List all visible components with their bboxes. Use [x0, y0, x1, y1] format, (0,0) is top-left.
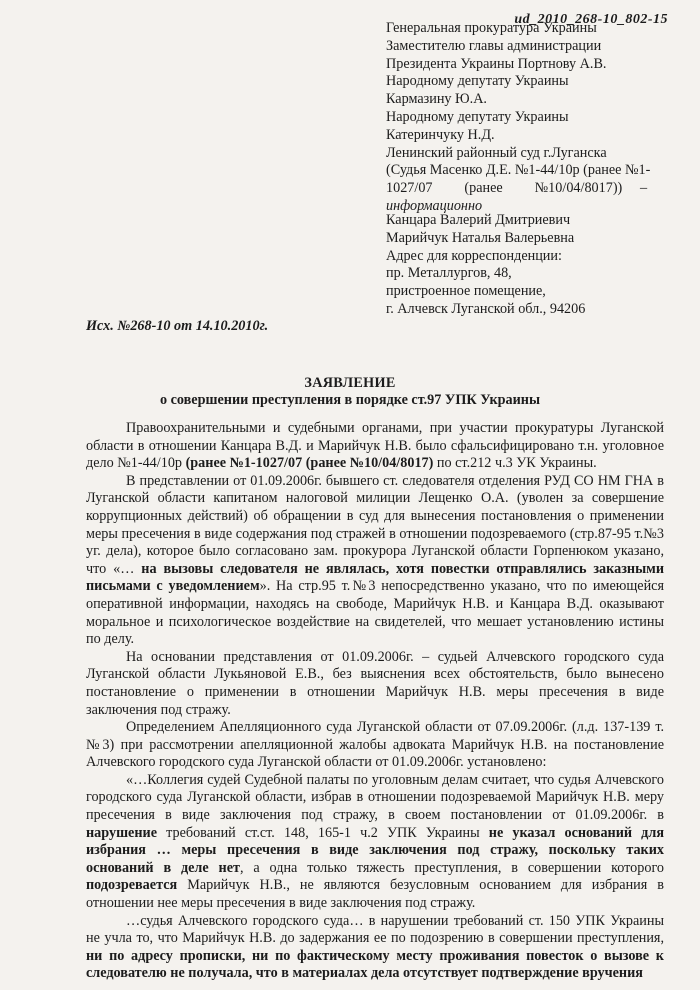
paragraph: Правоохранительными и судебными органами, при участии прокуратуры Луганской области в отношении Канцара В.Д. и Марийчук Н.В. было сфальсифицировано т.н. уголовное дело №1-44/10р (ранее №1-1027/07 (ранее №10/04/8017) по ст.212 ч.3 УК Украины. — [86, 420, 664, 472]
paragraph: На основании представления от 01.09.2006г. – судьей Алчевского городского суда Луганской области Лукьяновой Е.В., без выяснения всех обстоятельств, было вынесено постановление о применении в отношении Марийчук Н.В. меры пресечения в виде заключения под стражу. — [86, 648, 664, 718]
paragraph: В представлении от 01.09.2006г. бывшего ст. следователя отделения РУД СО НМ ГНА в Луганской области капитаном налоговой милиции Лещенко О.А. (уволен за совершение коррупционных действий) об обращении в суд для вынесения постановления о применении меры пресечения в виде содержания под стражей в отношении подозреваемого (стр.87-95 т.№3 уг. дела), которое было согласовано зам. прокурора Луганской области Горпенюком указано, что «… на вызовы следователя не являлась, хотя повестки отправлялись заказными письмами с уведомлением». На стр.95 т.№3 непосредственно указано, что по имеющейся оперативной информации, находясь на свободе, Марийчук Н.В. и Канцара В.Д. оказывают моральное и психологическое воздействие на свидетелей, что мешает установлению истины по делу. — [86, 472, 664, 648]
addressee-line: Генеральная прокуратура Украины — [386, 20, 597, 36]
addressee-block — [386, 20, 686, 216]
document-body — [86, 420, 664, 983]
quote-paragraph: …судья Алчевского городского суда… в нарушении требований ст. 150 УПК Украины не учла то, что Марийчук Н.В. до задержания ее по подозрению в совершении преступления, ни по адресу прописки, ни по фактическому месту проживания повесток о вызове к следователю не получала, что в материалах дела отсутствует подтверждение вручения — [86, 912, 664, 982]
sender-block — [386, 212, 686, 319]
addressee-line: (Судья Масенко Д.Е. №1-44/10р (ранее №1- — [386, 162, 651, 179]
document-subtitle: о совершении преступления в порядке ст.97 УПК Украины — [159, 392, 541, 408]
document-title: ЗАЯВЛЕНИЕ — [304, 375, 396, 391]
addressee-line: Катеринчуку Н.Д. — [386, 126, 495, 143]
addressee-line: информационно — [386, 197, 483, 214]
addressee-line: 1027/07 (ранее №10/04/8017)) – — [386, 180, 648, 197]
quote-paragraph: «…Коллегия судей Судебной палаты по уголовным делам считает, что судья Алчевского городского суда Луганской области, избрав в отношении подозреваемой Марийчук Н.В. меру пресечения в виде заключения под стражу, в своем постановлении от 01.09.2006г. в нарушение требований ст.ст. 148, 165-1 ч.2 УПК Украины не указал оснований для избрания … меры пресечения в виде заключения под стражу, поскольку таких оснований в деле нет, а одна только тяжесть преступления, в совершении которого подозревается Марийчук Н.В., не являются безусловным основанием для избрания в отношении нее меры пресечения в виде заключения под стражу. — [86, 771, 665, 912]
outgoing-number: Исх. №268-10 от 14.10.2010г. — [86, 318, 269, 334]
sender-line: Адрес для корреспонденции: — [386, 247, 562, 264]
paragraph: Определением Апелляционного суда Луганской области от 07.09.2006г. (л.д. 137-139 т. №3) при рассмотрении апелляционной жалобы адвоката Марийчук Н.В. на постановление Алчевского городского суда Луганской области от 01.09.2006г. установлено: — [86, 719, 664, 771]
addressee-line: Ленинский районный суд г.Луганска — [386, 144, 607, 161]
sender-line: Канцара Валерий Дмитриевич — [386, 212, 571, 228]
addressee-line: Президента Украины Портнову А.В. — [386, 55, 607, 72]
document-id: ud_2010_268-10_802-15 — [514, 12, 668, 27]
sender-line: Марийчук Наталья Валерьевна — [386, 229, 575, 246]
addressee-line: Народному депутату Украины — [386, 73, 569, 90]
sender-line: г. Алчевск Луганской обл., 94206 — [386, 300, 586, 317]
addressee-line: Кармазину Ю.А. — [386, 91, 487, 108]
sender-line: пр. Металлургов, 48, — [386, 265, 512, 282]
addressee-line: Народному депутату Украины — [386, 108, 569, 125]
addressee-line: Заместителю главы администрации — [386, 37, 602, 54]
sender-line: пристроенное помещение, — [386, 283, 546, 300]
